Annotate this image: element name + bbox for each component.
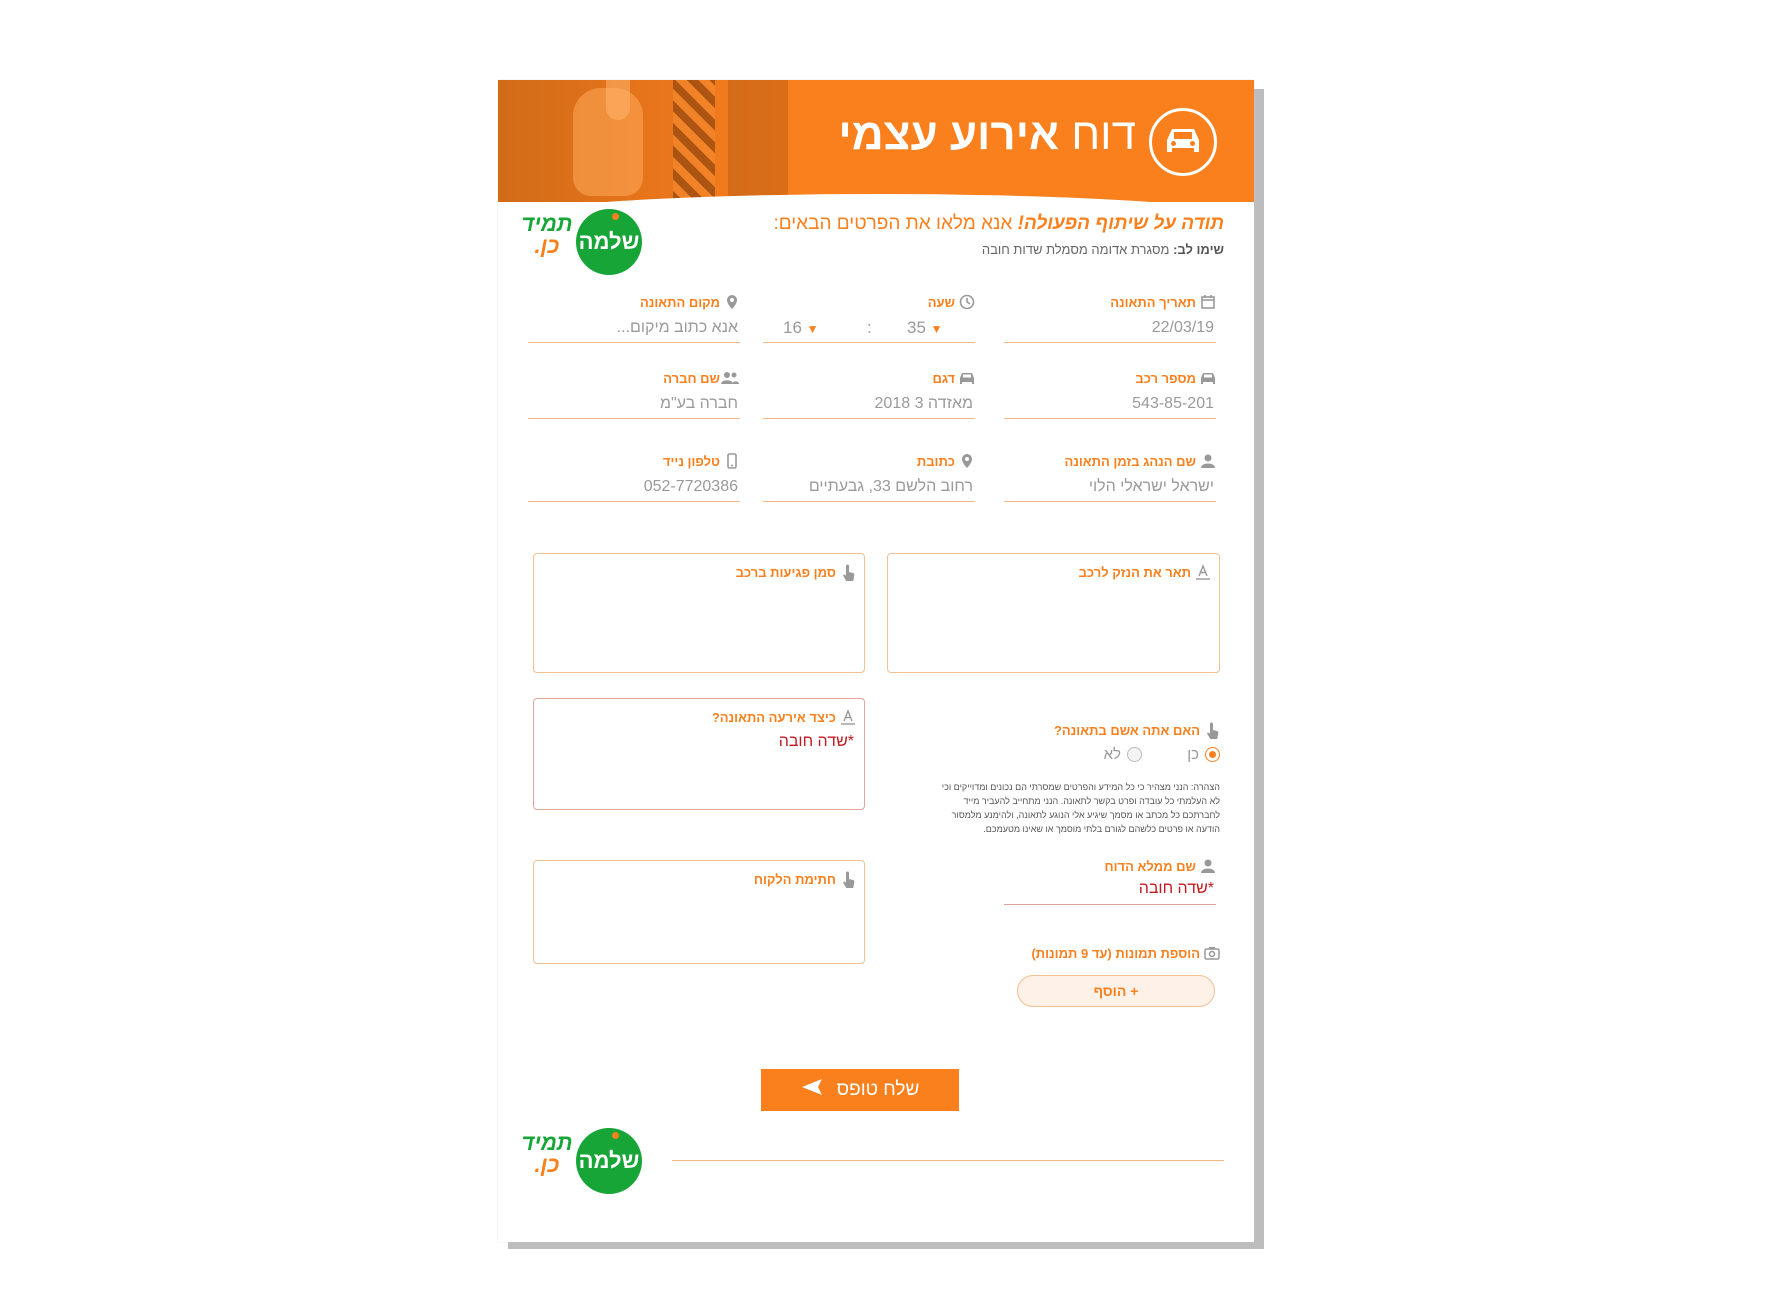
chevron-down-icon: ▼ [806,322,819,336]
chevron-down-icon: ▼ [930,322,943,336]
time-field[interactable]: שעה ▼ 16 : ▼ 35 [763,294,975,343]
car-number-field[interactable]: מספר רכב 543-85-201 [1004,370,1216,419]
people-icon [724,370,740,386]
person-icon [1200,858,1216,874]
driver-name-value[interactable]: ישראל ישראלי הלוי [1088,478,1214,495]
mobile-phone-field[interactable]: טלפון נייד 052-7720386 [528,453,740,502]
text-icon [1195,564,1211,580]
person-icon [1200,453,1216,469]
accident-location-input[interactable]: אנא כתוב מיקום... [616,319,738,336]
footer-divider [672,1160,1224,1161]
fault-no-option[interactable]: לא [1104,746,1142,763]
text-icon [840,709,856,725]
hour-select[interactable]: ▼ 16 [783,318,819,337]
title-bold: אירוע עצמי [838,110,1059,159]
fault-yes-option[interactable]: כן [1187,746,1220,763]
model-value[interactable]: מאזדה 3 2018 [874,395,973,412]
address-field[interactable]: כתובת רחוב הלשם 33, גבעתיים [763,453,975,502]
clock-icon [959,294,975,310]
add-photo-button[interactable]: + הוסף [1017,975,1215,1007]
title-regular: דוח [1071,110,1136,159]
submit-button[interactable]: שלח טופס [761,1069,959,1111]
radio-yes[interactable] [1205,747,1220,762]
minute-select[interactable]: ▼ 35 [907,318,943,337]
location-pin-icon [959,453,975,469]
how-happened-box[interactable]: כיצד אירעה התאונה? *שדה חובה [533,698,865,810]
camera-icon [1204,945,1220,961]
photos-label: הוספת תמונות (עד 9 תמונות) [1031,945,1220,961]
required-hint: *שדה חובה [778,733,854,750]
company-name-value[interactable]: חברה בע"מ [660,395,738,412]
location-pin-icon [724,294,740,310]
touch-icon [840,564,856,580]
mobile-phone-value[interactable]: 052-7720386 [643,478,738,495]
mark-damage-box[interactable]: סמן פגיעות ברכב [533,553,865,673]
touch-icon [840,871,856,887]
car-number-value[interactable]: 543-85-201 [1132,395,1214,412]
car-icon [1200,370,1216,386]
customer-signature-box[interactable]: חתימת הלקוח [533,860,865,964]
brand-logo: תמיד כן. שלמה [520,205,645,277]
car-icon [1149,108,1217,176]
radio-no[interactable] [1127,747,1142,762]
intro-thanks: תודה על שיתוף הפעולה! אנא מלאו את הפרטים הבאים: [773,213,1224,234]
header-banner [498,80,1254,202]
phone-icon [724,453,740,469]
page-title [838,110,1136,160]
accident-location-field[interactable]: מקום התאונה אנא כתוב מיקום... [528,294,740,343]
accident-date-value[interactable]: 22/03/19 [1151,319,1214,336]
header-photo [498,80,798,202]
intro-note: שימו לב: מסגרת אדומה מסמלת שדות חובה [981,242,1224,257]
address-value[interactable]: רחוב הלשם 33, גבעתיים [808,478,973,495]
model-field[interactable]: דגם מאזדה 3 2018 [763,370,975,419]
driver-name-field[interactable]: שם הנהג בזמן התאונה ישראל ישראלי הלוי [1004,453,1216,502]
send-icon [801,1078,823,1102]
fault-question: האם אתה אשם בתאונה? [1054,722,1220,738]
touch-icon [1204,722,1220,738]
filler-name-field[interactable]: שם ממלא הדוח *שדה חובה [1004,858,1216,905]
company-name-field[interactable]: שם חברה חברה בע"מ [528,370,740,419]
car-icon [959,370,975,386]
accident-date-field[interactable]: תאריך התאונה 22/03/19 [1004,294,1216,343]
declaration-text: הצהרה: הנני מצהיר כי כל המידע והפרטים שמסרתי הם נכונים ומדוייקים וכי לא העלמתי כל עובדה ופרט בקשר לתאונה. הנני מתחייב להעביר מייד לחברתכם כל מכתב או מסמך שיגיע אלי הנוגע לתאונה, ולהימנע מלמסור הודעה או פרטים כלשהם לגורם בלתי מוסמך או שאינו מטעמכם. [941,782,1220,834]
required-hint: *שדה חובה [1138,880,1214,897]
damage-description-box[interactable]: תאר את הנזק לרכב [887,553,1220,673]
form-page [498,80,1254,1242]
brand-logo-footer: תמיד כן. שלמה [520,1124,645,1196]
calendar-icon [1200,294,1216,310]
intro-text [664,213,1224,257]
